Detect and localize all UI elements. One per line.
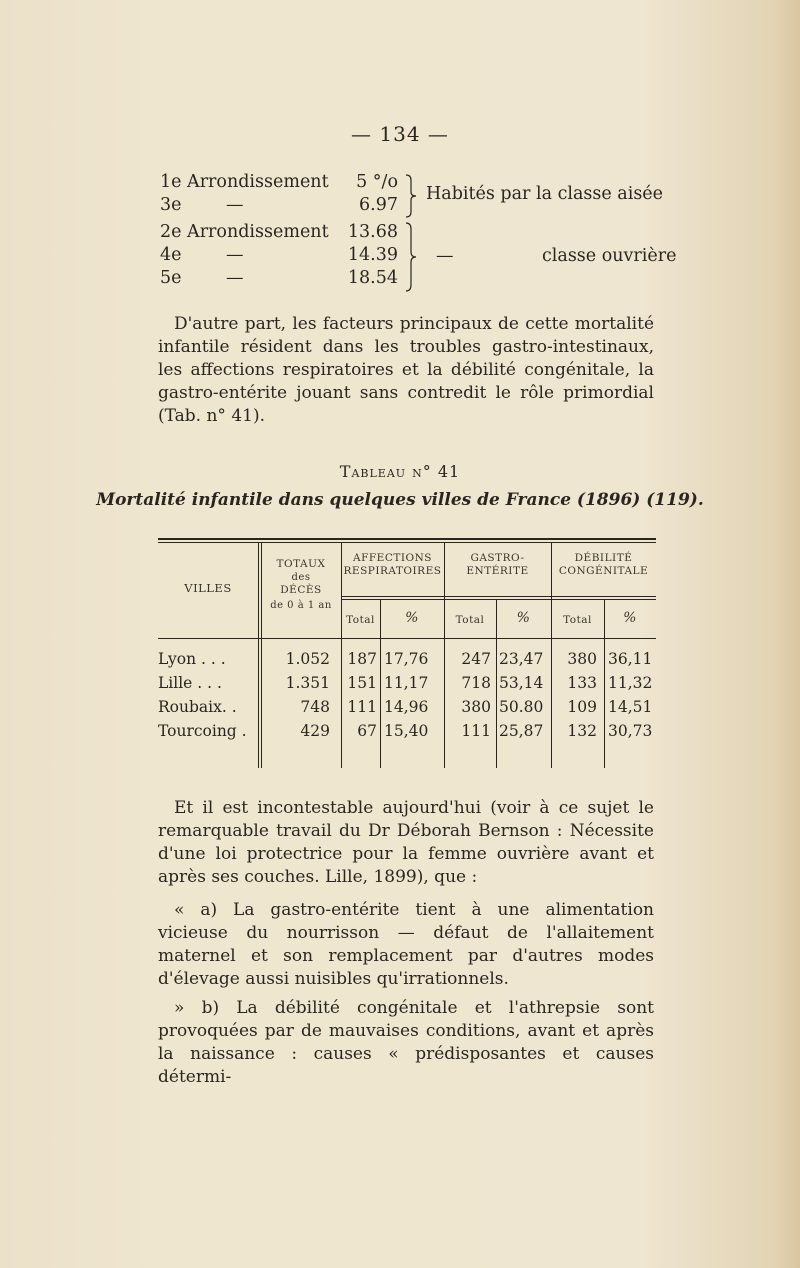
- stat-value: 18.54: [347, 268, 398, 288]
- stat-value: 13.68: [347, 222, 398, 242]
- table-cell: 53,14: [499, 674, 544, 692]
- table-cell: 111: [461, 722, 491, 740]
- paragraph: [158, 899, 654, 991]
- table-cell: 718: [461, 674, 491, 692]
- table-cell: 50.80: [499, 698, 544, 716]
- paragraph: [158, 997, 654, 1089]
- group-label-aisee: Habités par la classe aisée: [426, 184, 664, 204]
- header-villes: VILLES: [184, 581, 232, 595]
- table-title: [0, 462, 800, 481]
- stat-value: 14.39: [347, 245, 398, 265]
- column-divider: [604, 600, 605, 768]
- table-cell: 132: [567, 722, 597, 740]
- brace-icon: [404, 222, 418, 292]
- table-cell: 30,73: [608, 722, 653, 740]
- table-cell-total: 1.351: [285, 674, 330, 692]
- table-cell-city: Lille . . .: [158, 674, 222, 692]
- header-debilite: [551, 552, 656, 578]
- table-cell-total: 429: [300, 722, 330, 740]
- header-totaux: [261, 558, 341, 612]
- group-label-dash: —: [436, 246, 454, 266]
- header-debilite-line: CONGÉNITALE: [558, 565, 649, 577]
- table-cell: 380: [567, 650, 597, 668]
- header-affections: [341, 552, 444, 578]
- paragraph-text: D'autre part, les facteurs principaux de cette mortalité infantile résident dans les troubles gastro-intestinaux, les affections respiratoires et la débilité congénitale, la gastro-entérite jouant sans contredit le rôle primordial (Tab. n° 41).: [158, 314, 654, 426]
- table-cell: 133: [567, 674, 597, 692]
- stat-value: 5 °/o: [356, 172, 398, 192]
- column-divider: [380, 600, 381, 768]
- table-cell: 111: [347, 698, 377, 716]
- table-cell: 36,11: [608, 650, 653, 668]
- header-pct: %: [405, 610, 419, 626]
- stat-name: 3e —: [160, 195, 244, 215]
- header-total: Total: [455, 614, 485, 626]
- table-cell-city: Lyon . . .: [158, 650, 226, 668]
- column-divider: [496, 600, 497, 768]
- paragraph-text: » b) La débilité congénitale et l'athrepsie sont provoquées par de mauvaises conditions, avant et après la naissance : causes « prédisposantes et causes détermi-: [158, 998, 654, 1087]
- header-pct: %: [623, 610, 637, 626]
- table-cell: 15,40: [384, 722, 429, 740]
- paragraph-text: Et il est incontestable aujourd'hui (voir à ce sujet le remarquable travail du Dr Déborah Bernson : Nécessite d'une loi protectrice pour la femme ouvrière avant et après ses couches. Lille, 1899), que :: [158, 798, 654, 887]
- stat-name: 4e —: [160, 245, 244, 265]
- table-cell: 11,17: [384, 674, 429, 692]
- header-total: Total: [563, 614, 592, 626]
- table-cell: 17,76: [384, 650, 429, 668]
- table-cell: 187: [347, 650, 377, 668]
- column-divider: [258, 542, 259, 768]
- header-total: Total: [346, 614, 375, 626]
- header-totaux-line: TOTAUX: [276, 558, 326, 570]
- table-subheader-rule: [341, 599, 656, 600]
- table-top-rule: [158, 542, 656, 543]
- header-affections-line: RESPIRATOIRES: [343, 565, 442, 577]
- paragraph-text: « a) La gastro-entérite tient à une alimentation vicieuse du nourrisson — défaut de l'allaitement maternel et son remplacement par d'autres modes d'élevage aussi nuisibles qu'irrationnels.: [158, 900, 654, 989]
- table-cell: 14,96: [384, 698, 429, 716]
- page-number: — 134 —: [351, 122, 449, 146]
- table-cell-total: 1.052: [285, 650, 330, 668]
- group-label-ouvriere: classe ouvrière: [542, 246, 677, 266]
- stat-name: 5e —: [160, 268, 244, 288]
- table-subtitle: Mortalité infantile dans quelques villes de France (1896) (119).: [96, 490, 704, 510]
- header-totaux-line: DÉCÈS: [280, 584, 322, 596]
- stat-value: 6.97: [359, 195, 398, 215]
- header-totaux-line: de 0 à 1 an: [270, 600, 332, 611]
- header-gastro-line: GASTRO-: [470, 552, 525, 564]
- mortality-table: [158, 538, 656, 768]
- header-affections-line: AFFECTIONS: [353, 552, 432, 564]
- table-cell: 14,51: [608, 698, 653, 716]
- table-subheader-rule: [341, 596, 656, 597]
- stat-name: 1e Arrondissement: [160, 172, 329, 192]
- table-cell: 23,47: [499, 650, 544, 668]
- header-pct: %: [516, 610, 531, 626]
- table-cell: 247: [461, 650, 491, 668]
- table-cell: 25,87: [499, 722, 544, 740]
- table-cell-total: 748: [300, 698, 330, 716]
- header-debilite-line: DÉBILITÉ: [574, 552, 633, 564]
- paragraph: [158, 313, 654, 428]
- table-cell: 380: [461, 698, 491, 716]
- brace-icon: [404, 174, 418, 218]
- paragraph: [158, 797, 654, 889]
- stat-name: 2e Arrondissement: [160, 222, 329, 242]
- table-cell: 109: [567, 698, 597, 716]
- table-header-rule: [158, 638, 656, 639]
- table-cell: 151: [347, 674, 377, 692]
- table-cell-city: Tourcoing .: [158, 722, 247, 740]
- table-cell: 67: [357, 722, 377, 740]
- header-gastro: [444, 552, 551, 578]
- header-totaux-line: des: [291, 572, 311, 583]
- table-cell: 11,32: [608, 674, 653, 692]
- table-title-text: Tableau n° 41: [339, 462, 461, 481]
- table-cell-city: Roubaix. .: [158, 698, 237, 716]
- table-top-rule: [158, 538, 656, 540]
- header-gastro-line: ENTÉRITE: [466, 565, 529, 577]
